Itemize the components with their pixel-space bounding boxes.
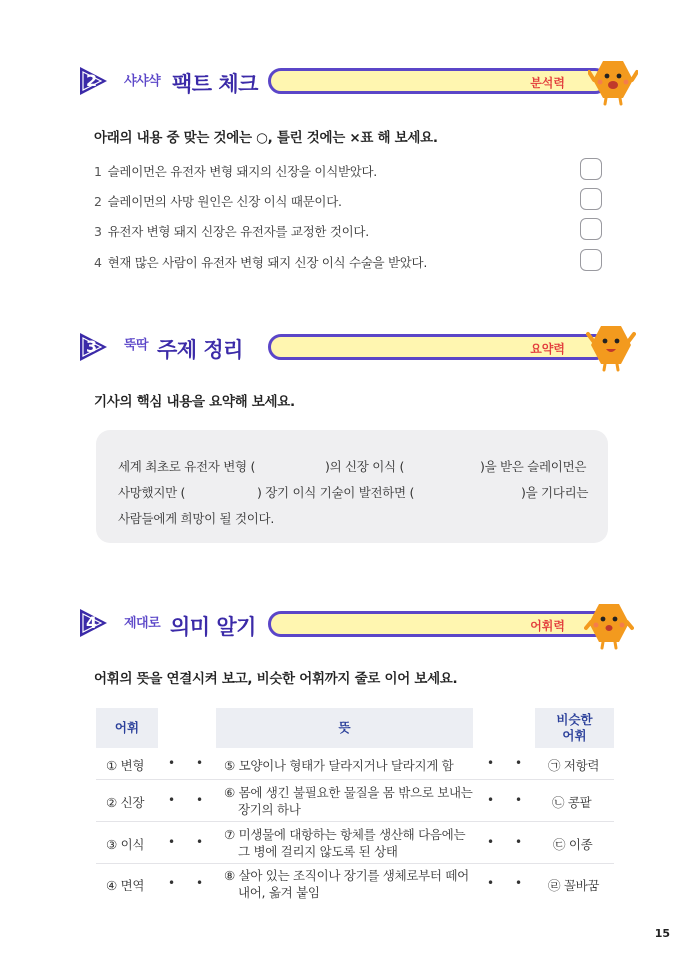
section-2-badge	[78, 66, 108, 96]
vocab-word: ① 변형	[106, 758, 145, 773]
vocab-word: ② 신장	[106, 795, 145, 810]
section-tag-bar	[268, 334, 608, 360]
vocab-similar: ㉠ 저항력	[548, 758, 600, 773]
section-tag: 분석력	[530, 76, 565, 90]
section-tag: 어휘력	[530, 619, 565, 633]
match-dot[interactable]: •	[196, 793, 204, 807]
summary-text: )의 신장 이식 (	[325, 459, 405, 474]
match-dot[interactable]: •	[196, 756, 204, 770]
match-dot[interactable]: •	[515, 793, 523, 807]
match-dot[interactable]: •	[196, 835, 204, 849]
instruction: 어휘의 뜻을 연결시켜 보고, 비슷한 어휘까지 줄로 이어 보세요.	[94, 671, 458, 687]
section-subtitle: 샤샤샥	[124, 74, 161, 89]
section-tag-bar	[268, 611, 608, 637]
vocab-meaning: ⑦ 미생물에 대항하는 항체를 생산해 다음에는 그 병에 걸리지 않도록 된 상태	[224, 827, 466, 859]
section-number: 3	[86, 337, 98, 356]
section-number: 4	[86, 613, 98, 632]
summary-text: )을 기다리는	[521, 485, 589, 500]
page-number: 15	[654, 927, 670, 940]
vocab-word: ③ 이식	[106, 837, 145, 852]
statement-item: 2 슬레이먼의 사망 원인은 신장 이식 때문이다.	[94, 194, 342, 209]
section-subtitle: 제대로	[124, 616, 161, 631]
answer-checkbox[interactable]	[580, 249, 602, 271]
section-subtitle: 뚝딱	[124, 338, 149, 353]
match-dot[interactable]: •	[515, 835, 523, 849]
section-tag-bar	[268, 68, 608, 94]
summary-text: )을 받은 슬레이먼은	[480, 459, 587, 474]
section-4-badge	[78, 608, 108, 638]
instruction: 기사의 핵심 내용을 요약해 보세요.	[94, 394, 295, 410]
statement-item: 3 유전자 변형 돼지 신장은 유전자를 교정한 것이다.	[94, 224, 369, 239]
header-meaning: 뜻	[216, 708, 473, 748]
vocab-similar: ㉢ 이종	[553, 837, 593, 852]
match-dot[interactable]: •	[487, 835, 495, 849]
mascot-icon	[586, 322, 636, 376]
match-dot[interactable]: •	[196, 876, 204, 890]
vocab-similar: ㉡ 콩팥	[552, 795, 592, 810]
summary-text: 사망했지만 (	[118, 485, 186, 500]
statement-item: 1 슬레이먼은 유전자 변형 돼지의 신장을 이식받았다.	[94, 164, 377, 179]
section-3-badge	[78, 332, 108, 362]
match-dot[interactable]: •	[168, 876, 176, 890]
match-dot[interactable]: •	[168, 835, 176, 849]
section-title: 주제 정리	[157, 338, 243, 362]
header-similar: 비슷한 어휘	[535, 708, 614, 748]
section-title: 의미 알기	[170, 615, 256, 639]
section-title: 팩트 체크	[172, 72, 258, 96]
vocab-meaning: ⑧ 살아 있는 조직이나 장기를 생체로부터 떼어 내어, 옮겨 붙임	[224, 868, 469, 900]
row-divider	[96, 821, 614, 822]
match-dot[interactable]: •	[487, 793, 495, 807]
header-word: 어휘	[96, 708, 158, 748]
answer-checkbox[interactable]	[580, 158, 602, 180]
match-dot[interactable]: •	[515, 876, 523, 890]
summary-text: 세계 최초로 유전자 변형 (	[118, 459, 256, 474]
statement-item: 4 현재 많은 사람이 유전자 변형 돼지 신장 이식 수술을 받았다.	[94, 255, 427, 270]
summary-text: 사람들에게 희망이 될 것이다.	[118, 511, 274, 526]
instruction: 아래의 내용 중 맞는 것에는 ○, 틀린 것에는 ×표 해 보세요.	[94, 130, 438, 146]
match-dot[interactable]: •	[487, 876, 495, 890]
match-dot[interactable]: •	[515, 756, 523, 770]
answer-checkbox[interactable]	[580, 218, 602, 240]
match-dot[interactable]: •	[168, 793, 176, 807]
vocab-meaning: ⑥ 몸에 생긴 불필요한 물질을 몸 밖으로 보내는 장기의 하나	[224, 785, 473, 817]
section-number: 2	[86, 71, 98, 90]
summary-text: ) 장기 이식 기술이 발전하면 (	[257, 485, 415, 500]
vocab-similar: ㉣ 꼴바꿈	[548, 878, 600, 893]
row-divider	[96, 863, 614, 864]
vocab-meaning: ⑤ 모양이나 형태가 달라지거나 달라지게 함	[224, 758, 454, 773]
vocab-word: ④ 면역	[106, 878, 145, 893]
mascot-icon	[588, 58, 638, 110]
mascot-icon	[584, 600, 634, 654]
section-tag: 요약력	[530, 342, 565, 356]
row-divider	[96, 779, 614, 780]
answer-checkbox[interactable]	[580, 188, 602, 210]
match-dot[interactable]: •	[168, 756, 176, 770]
match-dot[interactable]: •	[487, 756, 495, 770]
